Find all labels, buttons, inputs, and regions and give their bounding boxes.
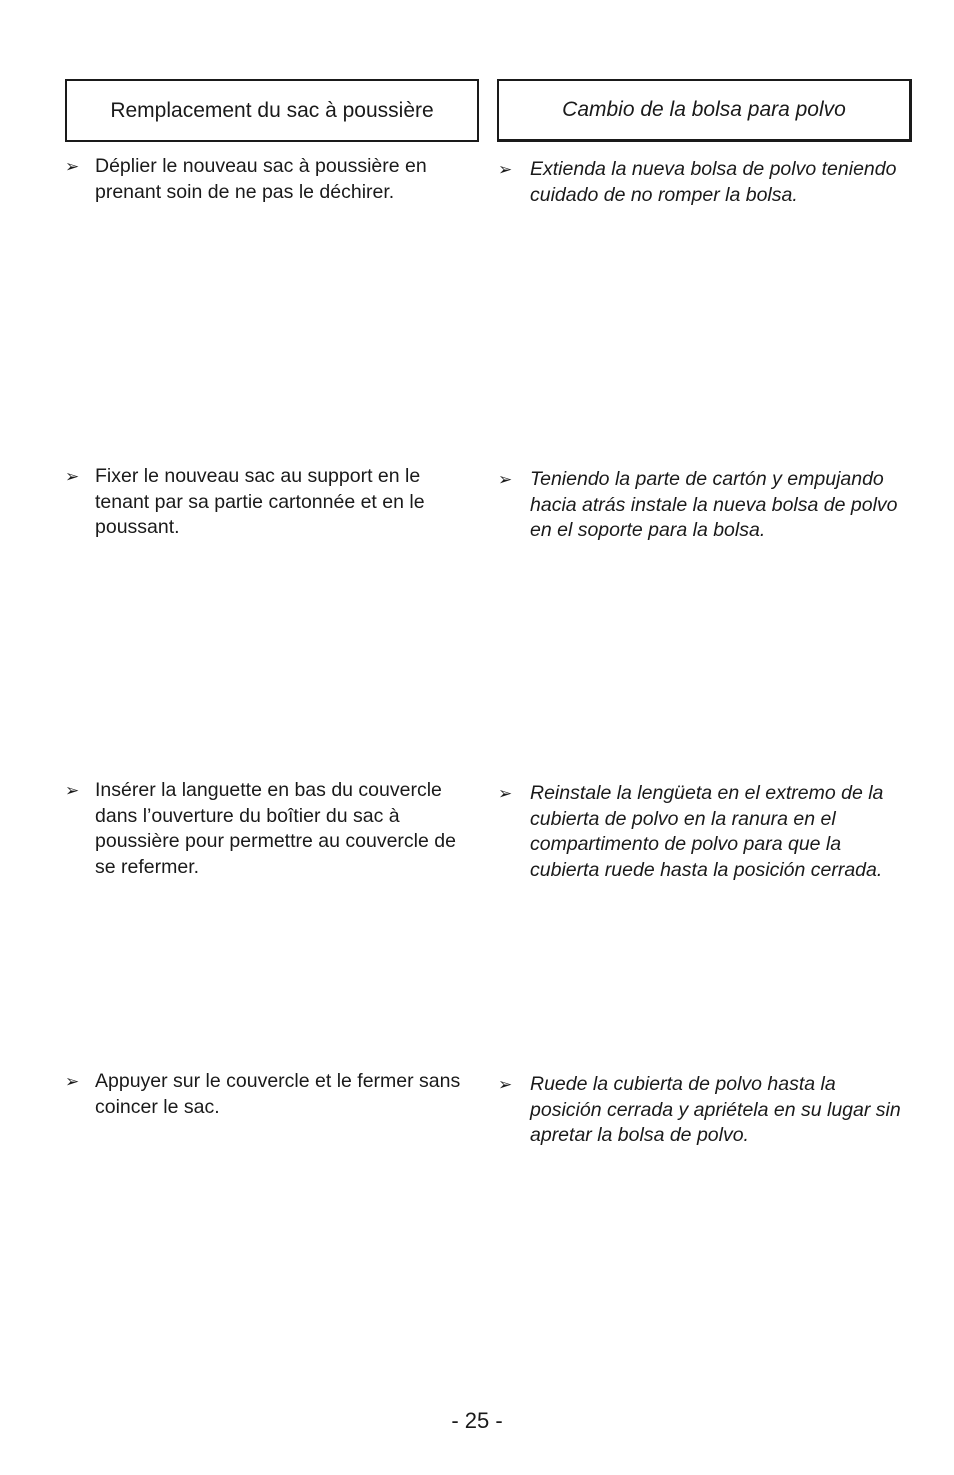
french-section-title: Remplacement du sac à poussière <box>110 98 434 122</box>
spanish-step-3 <box>498 781 908 883</box>
spanish-step-1 <box>498 157 908 208</box>
bullet-arrow-icon: ➢ <box>498 160 513 179</box>
french-step-4-text: Appuyer sur le couvercle et le fermer sans coincer le sac. <box>95 1070 461 1118</box>
french-step-3-text: Insérer la languette en bas du couvercle dans l’ouverture du boîtier du sac à poussière pour permettre au couvercle de se refermer. <box>95 779 456 878</box>
spanish-step-4 <box>498 1072 908 1149</box>
bullet-arrow-icon: ➢ <box>65 1072 80 1091</box>
bullet-arrow-icon: ➢ <box>498 1075 513 1094</box>
spanish-step-4-text: Ruede la cubierta de polvo hasta la posición cerrada y apriétela en su lugar sin apretar la bolsa de polvo. <box>530 1073 901 1146</box>
spanish-section-title: Cambio de la bolsa para polvo <box>562 98 846 121</box>
french-step-2 <box>65 464 475 541</box>
spanish-step-2-text: Teniendo la parte de cartón y empujando hacia atrás instale la nueva bolsa de polvo en el soporte para la bolsa. <box>530 468 898 541</box>
bullet-arrow-icon: ➢ <box>65 467 80 486</box>
french-step-1-text: Déplier le nouveau sac à poussière en prenant soin de ne pas le déchirer. <box>95 155 427 203</box>
spanish-step-2 <box>498 467 908 544</box>
bullet-arrow-icon: ➢ <box>65 781 80 800</box>
spanish-section-header <box>497 79 912 142</box>
french-step-1 <box>65 154 475 205</box>
spanish-step-3-text: Reinstale la lengüeta en el extremo de la cubierta de polvo en la ranura en el compartimento de polvo para que la cubierta ruede hasta la posición cerrada. <box>530 782 884 881</box>
bullet-arrow-icon: ➢ <box>65 157 80 176</box>
page-number: - 25 - <box>451 1408 503 1433</box>
spanish-step-1-text: Extienda la nueva bolsa de polvo teniendo cuidado de no romper la bolsa. <box>530 158 897 206</box>
french-step-2-text: Fixer le nouveau sac au support en le tenant par sa partie cartonnée et en le poussant. <box>95 465 425 538</box>
french-step-4 <box>65 1069 475 1120</box>
french-section-header <box>65 79 479 142</box>
bullet-arrow-icon: ➢ <box>498 784 513 803</box>
bullet-arrow-icon: ➢ <box>498 470 513 489</box>
french-step-3 <box>65 778 475 880</box>
